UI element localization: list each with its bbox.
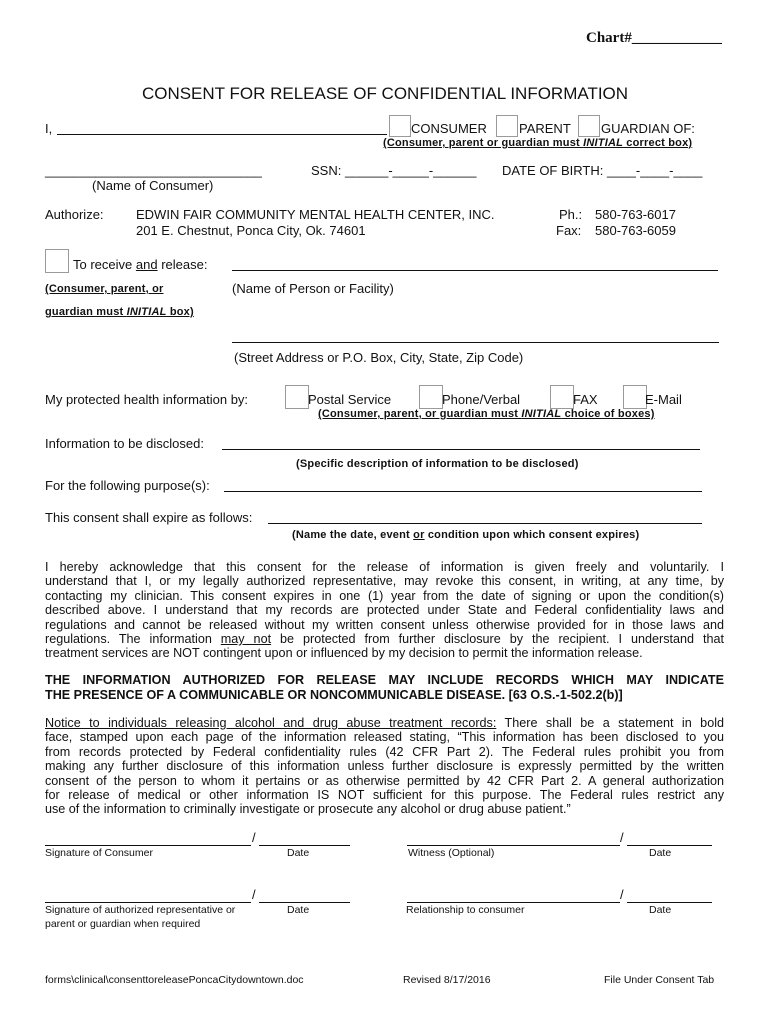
footer-file-under: File Under Consent Tab bbox=[604, 974, 715, 986]
authorize-label: Authorize: bbox=[45, 207, 104, 222]
relationship-line[interactable] bbox=[407, 902, 620, 903]
postal-service-checkbox[interactable] bbox=[285, 385, 309, 409]
witness-signature-line[interactable] bbox=[407, 845, 620, 846]
purpose-label: For the following purpose(s): bbox=[45, 478, 210, 493]
consumer-name-line[interactable] bbox=[57, 134, 387, 135]
footer-file-path: forms\clinical\consenttoreleasePoncaCitydowntown.doc bbox=[45, 974, 304, 986]
signature-slash: / bbox=[252, 830, 256, 845]
representative-label-line2: parent or guardian when required bbox=[45, 918, 201, 930]
phone-verbal-label: Phone/Verbal bbox=[442, 392, 521, 407]
disclosed-caption: (Specific description of information to be disclosed) bbox=[296, 458, 579, 470]
acknowledgment-line: contacting my clinician. This consent expires in one (1) year from the date of signing or upon the condition(s) bbox=[45, 588, 724, 603]
signature-slash: / bbox=[620, 887, 624, 902]
recipient-address-caption: (Street Address or P.O. Box, City, State, Zip Code) bbox=[234, 350, 524, 365]
consumer-date-label: Date bbox=[287, 847, 310, 859]
consumer-name-caption: (Name of Consumer) bbox=[92, 178, 214, 193]
recipient-address-line[interactable] bbox=[232, 342, 719, 343]
consumer-name-blank[interactable]: ______________________________ bbox=[45, 163, 262, 178]
acknowledgment-line: described above. I understand that my records are protected under State and Federal confidentiality laws and bbox=[45, 603, 724, 618]
phone-number: 580-763-6017 bbox=[595, 207, 676, 222]
representative-label-line1: Signature of authorized representative or bbox=[45, 904, 236, 916]
expire-label: This consent shall expire as follows: bbox=[45, 510, 253, 525]
consumer-option-label: CONSUMER bbox=[411, 121, 487, 136]
notice-line: Notice to individuals releasing alcohol and drug abuse treatment records: There shall be a statement in bold bbox=[45, 716, 724, 730]
chart-number-field: Chart#____________ bbox=[586, 30, 722, 46]
recipient-name-line[interactable] bbox=[232, 270, 718, 271]
fax-checkbox[interactable] bbox=[550, 385, 574, 409]
guardian-option-label: GUARDIAN OF: bbox=[601, 121, 695, 136]
fax-number: 580-763-6059 bbox=[595, 223, 676, 238]
fax-label: Fax: bbox=[556, 223, 582, 238]
recipient-name-caption: (Name of Person or Facility) bbox=[232, 281, 394, 296]
notice-line: for release of medical or other information IS NOT sufficient for this purpose. The Federal rules restrict any bbox=[45, 788, 724, 803]
communicable-disease-warning bbox=[45, 673, 724, 703]
notice-line: face, stamped upon each page of the information released stating, “This information has been disclosed to you bbox=[45, 730, 724, 745]
parent-checkbox[interactable] bbox=[496, 115, 518, 137]
notice-line: use of the information to criminally investigate or prosecute any alcohol or drug abuse patient.” bbox=[45, 802, 571, 817]
organization-address: 201 E. Chestnut, Ponca City, Ok. 74601 bbox=[136, 223, 366, 238]
signature-slash: / bbox=[252, 887, 256, 902]
disclosed-label: Information to be disclosed: bbox=[45, 436, 204, 451]
date-of-birth-field[interactable]: DATE OF BIRTH: ____-____-____ bbox=[502, 163, 703, 178]
expire-caption: (Name the date, event or condition upon which consent expires) bbox=[292, 529, 640, 541]
representative-date-line[interactable] bbox=[259, 902, 350, 903]
witness-label: Witness (Optional) bbox=[408, 847, 495, 859]
footer-revised-date: Revised 8/17/2016 bbox=[403, 974, 491, 986]
parent-option-label: PARENT bbox=[519, 121, 571, 136]
representative-signature-line[interactable] bbox=[45, 902, 251, 903]
phi-initial-instruction: (Consumer, parent, or guardian must INITIAL choice of boxes) bbox=[318, 408, 655, 420]
phi-method-label: My protected health information by: bbox=[45, 392, 249, 407]
acknowledgment-line: regulations and cannot be released without my written consent unless otherwise provided for in those laws and bbox=[45, 617, 724, 632]
release-instruction-line2: guardian must INITIAL box) bbox=[45, 306, 194, 318]
witness-date-line[interactable] bbox=[627, 845, 712, 846]
postal-service-label: Postal Service bbox=[308, 392, 392, 407]
acknowledgment-paragraph bbox=[45, 560, 724, 661]
consumer-signature-label: Signature of Consumer bbox=[45, 847, 153, 859]
ssn-field[interactable]: SSN: ______-_____-______ bbox=[311, 163, 477, 178]
consumer-signature-line[interactable] bbox=[45, 845, 251, 846]
acknowledgment-line: regulations. The information may not be protected from further disclosure by the recipient. I understand that bbox=[45, 632, 724, 647]
acknowledgment-line: treatment services are NOT contingent upon or influenced by my decision to permit the information release. bbox=[45, 646, 643, 661]
page-title: CONSENT FOR RELEASE OF CONFIDENTIAL INFORMATION bbox=[141, 84, 629, 103]
relationship-date-label: Date bbox=[649, 904, 672, 916]
disclosed-line[interactable] bbox=[222, 449, 700, 450]
warning-line: THE PRESENCE OF A COMMUNICABLE OR NONCOMMUNICABLE DISEASE. [63 O.S.-1-502.2(b)] bbox=[45, 688, 623, 702]
notice-line: making any further disclosure of this information unless further disclosure is expressly permitted by the written bbox=[45, 759, 724, 774]
phone-verbal-checkbox[interactable] bbox=[419, 385, 443, 409]
witness-date-label: Date bbox=[649, 847, 672, 859]
expire-line[interactable] bbox=[268, 523, 702, 524]
guardian-checkbox[interactable] bbox=[578, 115, 600, 137]
release-label: To receive and release: bbox=[73, 257, 208, 272]
consumer-prefix: I, bbox=[45, 121, 53, 136]
purpose-line[interactable] bbox=[224, 491, 702, 492]
email-checkbox[interactable] bbox=[623, 385, 647, 409]
acknowledgment-line: understand that I, or my legally authorized representative, may revoke this consent, in writing, at any time, by bbox=[45, 574, 724, 589]
signature-slash: / bbox=[620, 830, 624, 845]
release-checkbox[interactable] bbox=[45, 249, 69, 273]
relationship-label: Relationship to consumer bbox=[406, 904, 525, 916]
email-option-label: E-Mail bbox=[645, 392, 682, 407]
acknowledgment-line: I hereby acknowledge that this consent for the release of information is given freely and voluntarily. I bbox=[45, 560, 724, 574]
phone-label: Ph.: bbox=[559, 207, 583, 222]
alcohol-drug-notice bbox=[45, 716, 724, 817]
representative-date-label: Date bbox=[287, 904, 310, 916]
relationship-date-line[interactable] bbox=[627, 902, 712, 903]
fax-option-label: FAX bbox=[573, 392, 598, 407]
consumer-initial-instruction: (Consumer, parent or guardian must INITIAL correct box) bbox=[383, 137, 693, 149]
notice-line: from records protected by Federal confidentiality rules (42 CFR Part 2). The Federal rules prohibit you from bbox=[45, 744, 724, 759]
warning-line: THE INFORMATION AUTHORIZED FOR RELEASE MAY INCLUDE RECORDS WHICH MAY INDICATE bbox=[45, 673, 724, 687]
consumer-date-line[interactable] bbox=[259, 845, 350, 846]
release-instruction-line1: (Consumer, parent, or bbox=[45, 283, 164, 295]
consumer-checkbox[interactable] bbox=[389, 115, 411, 137]
organization-name: EDWIN FAIR COMMUNITY MENTAL HEALTH CENTER, INC. bbox=[136, 207, 495, 222]
notice-line: consent of the person to whom it pertains or as otherwise permitted by 42 CFR Part 2. A general authorization bbox=[45, 773, 724, 788]
